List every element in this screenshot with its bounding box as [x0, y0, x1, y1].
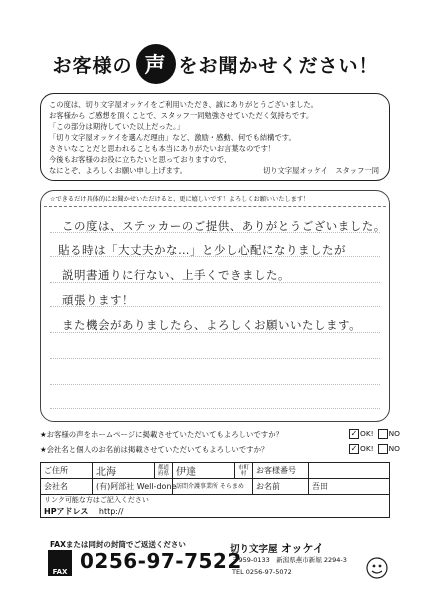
- consent-website-question: ★お客様の声をホームページに掲載させていただいてもよろしいですか？: [40, 430, 283, 439]
- name-field[interactable]: 吾田: [309, 479, 390, 495]
- fax-icon: FAX: [48, 550, 72, 576]
- checkbox-empty: [378, 444, 388, 454]
- consent-name-question: ★会社名と個人のお名前は掲載させていただいてもよろしいですか？: [40, 445, 269, 454]
- consent-name-no[interactable]: NO: [378, 444, 400, 454]
- company-label: 会社名: [41, 479, 93, 495]
- customer-number-field[interactable]: [309, 463, 390, 479]
- title-after: をお聞かせください！: [178, 54, 379, 77]
- fax-note: FAXまたは同封の封筒でご返送ください: [50, 540, 186, 549]
- consent-name-ok[interactable]: ✓ OK!: [350, 444, 374, 453]
- consent-website: [40, 429, 400, 440]
- checkbox-checked: ✓: [350, 444, 358, 453]
- checkbox-checked: ✓: [350, 429, 358, 438]
- intro-line: 「切り文字屋オッケイを選んだ理由」など、激励・感動、何でも結構です。: [49, 133, 296, 142]
- intro-line: 「この部分は期待していた以上だった。」: [49, 122, 184, 131]
- handwritten-line: 貼る時は「大丈夫かな…」と少し心配になりましたが: [58, 243, 346, 257]
- consent-name: [40, 444, 400, 455]
- customer-number-label: お客様番号: [253, 463, 309, 479]
- mascot-icon: [365, 556, 389, 580]
- consent-website-ok[interactable]: ✓ OK!: [350, 429, 374, 438]
- city-field[interactable]: 伊達: [173, 463, 235, 479]
- link-note: リンク可能な方はご記入ください: [41, 495, 390, 506]
- hp-field[interactable]: [41, 505, 390, 518]
- comment-note: ☆できるだけ具体的にお聞かせいただけると、更に嬉しいです！よろしくお願いいたします！: [50, 196, 310, 203]
- checkbox-empty: [378, 429, 388, 439]
- consent-name-options: [349, 444, 400, 454]
- hp-value: http://: [98, 506, 124, 516]
- intro-line: なにとぞ、よろしくお願い申し上げます。: [49, 166, 187, 175]
- intro-message-box: [40, 93, 390, 181]
- intro-line: ささいなことだと思われることも本当にありがたいお言葉なのです！: [49, 144, 276, 153]
- company-address: 〒959-0133 新潟県燕市新堀 2294-3: [232, 556, 347, 564]
- customer-info-table: [40, 462, 390, 518]
- intro-line: この度は、切り文字屋オッケイをご利用いただき、誠にありがとうございました。: [49, 100, 318, 109]
- handwritten-line: 頑張ります！: [62, 293, 134, 307]
- consent-website-no[interactable]: NO: [378, 429, 400, 439]
- ruled-line: [50, 358, 380, 359]
- company-row: [41, 479, 390, 495]
- consent-website-options: [349, 429, 400, 439]
- address-row: [41, 463, 390, 479]
- ruled-line: [50, 384, 380, 385]
- city-label: 市町村: [235, 463, 253, 479]
- company-field[interactable]: (有)阿部社 Well-done: [93, 479, 173, 495]
- link-row: [41, 495, 390, 506]
- hp-row: [41, 505, 390, 518]
- ruled-line: [50, 408, 380, 409]
- prefecture-label: 都道府県: [155, 463, 173, 479]
- handwritten-line: また機会がありましたら、よろしくお願いいたします。: [62, 318, 362, 332]
- name-label: お名前: [253, 479, 309, 495]
- intro-line: お客様から ご感想を頂くことで、スタッフ一同勉強させていただく気持ちです。: [49, 111, 314, 120]
- title-voice-badge: 声: [136, 44, 176, 84]
- company-sub-field[interactable]: 訪問介護事業所 そらまめ: [173, 479, 253, 495]
- handwritten-line: この度は、ステッカーのご提供、ありがとうございました。: [62, 219, 386, 233]
- intro-signature: 切り文字屋オッケイ スタッフ一同: [262, 166, 379, 175]
- address-field[interactable]: 北海: [93, 463, 155, 479]
- company-tel: TEL 0256-97-5072: [232, 568, 292, 576]
- hp-label: HPアドレス: [44, 506, 89, 516]
- comment-divider: [44, 206, 386, 207]
- fax-number: 0256-97-7522: [80, 549, 242, 573]
- handwritten-line: 説明書通りに行ない、上手くできました。: [62, 268, 290, 282]
- page-title: [0, 44, 431, 84]
- title-before: お客様の: [52, 54, 133, 77]
- company-name: [230, 540, 324, 556]
- intro-line: 今後もお客様のお役に立ちたいと思っておりますので、: [49, 155, 232, 164]
- address-label: ご住所: [41, 463, 93, 479]
- company-brand: オッケイ: [280, 542, 324, 555]
- company-prefix: 切り文字屋: [230, 544, 278, 555]
